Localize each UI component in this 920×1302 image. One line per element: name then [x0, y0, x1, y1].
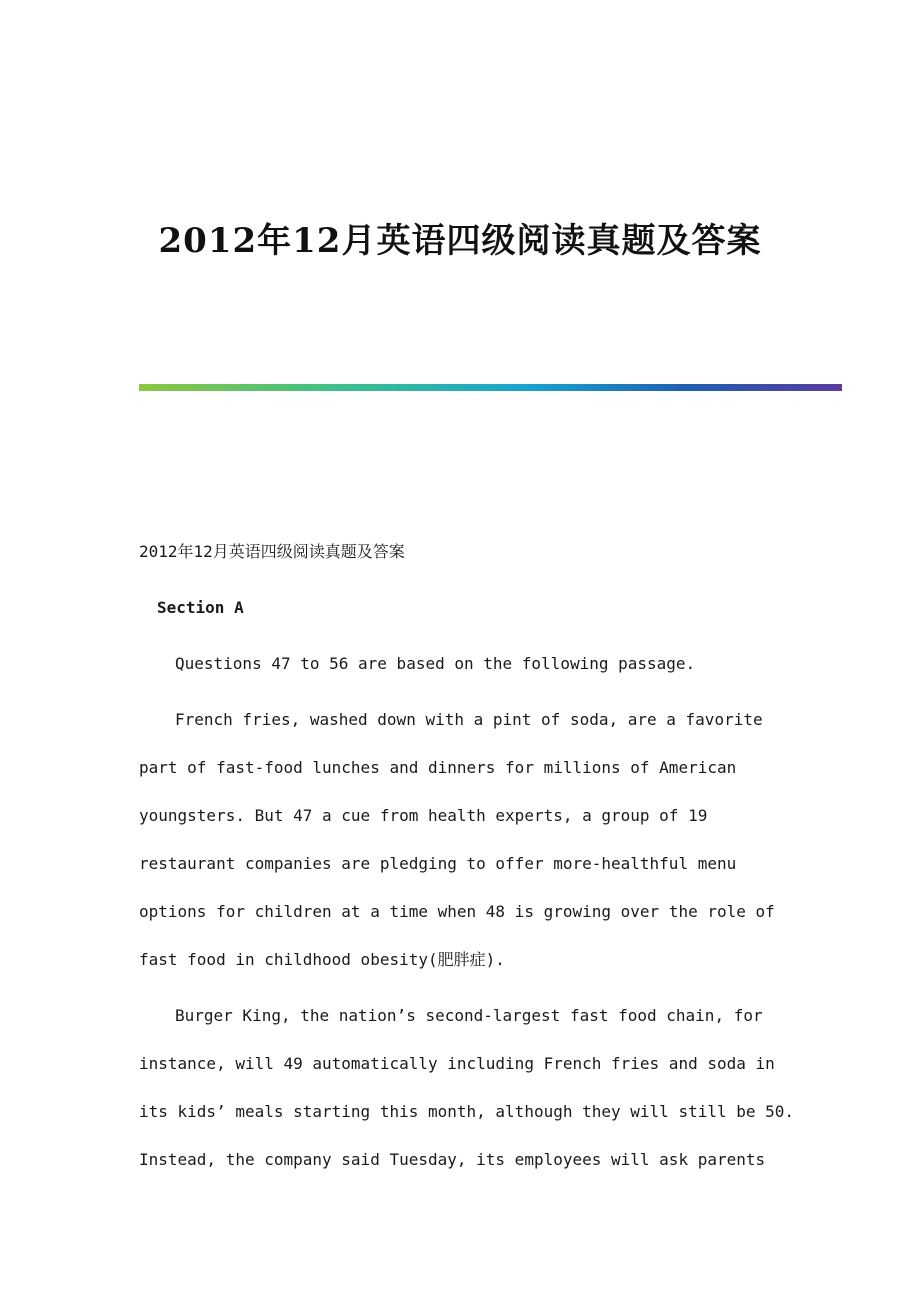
paragraph-line: part of fast-food lunches and dinners for millions of American	[139, 758, 737, 777]
paragraph-line: instance, will 49 automatically including French fries and soda in	[139, 1054, 775, 1073]
section-heading: Section A	[157, 598, 244, 617]
paragraph-line: Burger King, the nation’s second-largest fast food chain, for	[175, 1006, 763, 1025]
paragraph-line: Instead, the company said Tuesday, its employees will ask parents	[139, 1150, 766, 1169]
paragraph-line: its kids’ meals starting this month, although they will still be 50.	[139, 1102, 795, 1121]
cover-title: 2012年12月英语四级阅读真题及答案	[158, 221, 762, 261]
paragraph-line: options for children at a time when 48 is growing over the role of	[139, 902, 775, 921]
paragraph-line: French fries, washed down with a pint of soda, are a favorite	[175, 710, 763, 729]
paragraph-line: fast food in childhood obesity(肥胖症).	[139, 950, 505, 969]
paragraph-1	[139, 698, 799, 986]
paragraph-2	[139, 994, 799, 1186]
decorative-gradient-rule	[139, 384, 842, 391]
paragraph-line: restaurant companies are pledging to offer more-healthful menu	[139, 854, 737, 873]
instruction-line: Questions 47 to 56 are based on the following passage.	[175, 654, 696, 673]
document-body	[139, 530, 799, 1194]
document-heading: 2012年12月英语四级阅读真题及答案	[139, 542, 405, 561]
paragraph-line: youngsters. But 47 a cue from health experts, a group of 19	[139, 806, 708, 825]
